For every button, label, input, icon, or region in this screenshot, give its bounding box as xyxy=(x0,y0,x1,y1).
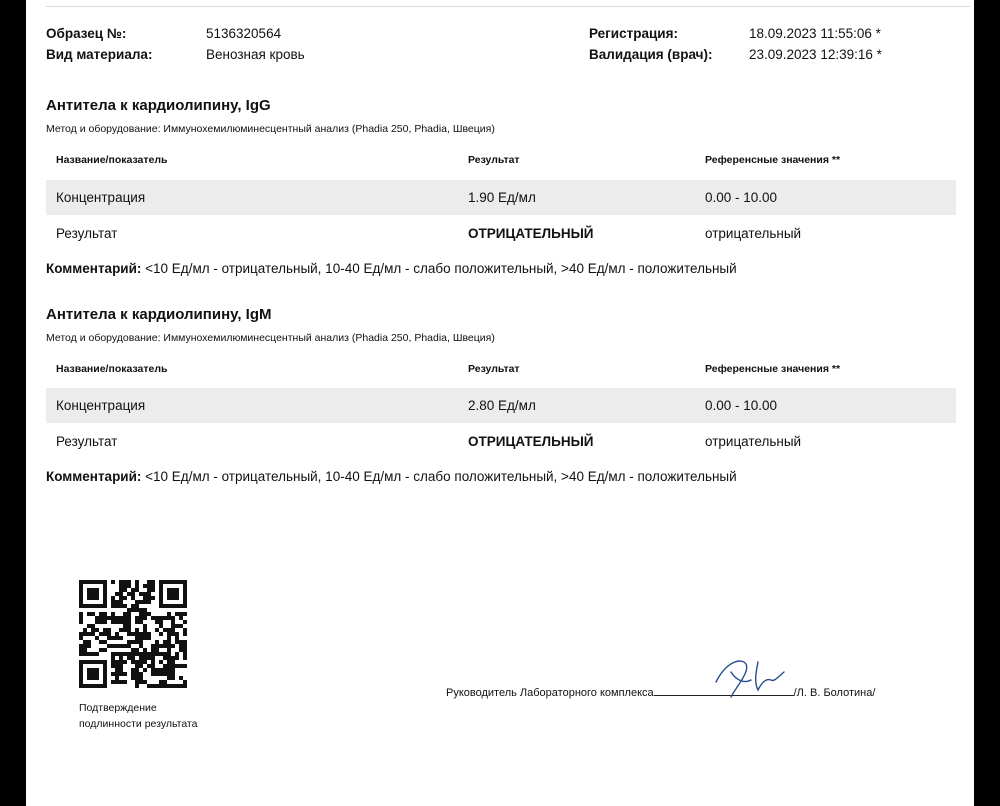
row-reference: 0.00 - 10.00 xyxy=(705,398,778,413)
section-title: Антитела к кардиолипину, IgG xyxy=(46,97,271,114)
handwritten-signature-icon xyxy=(696,652,796,702)
column-header-name: Название/показатель xyxy=(56,363,168,375)
table-header xyxy=(46,360,956,378)
comment xyxy=(46,469,737,484)
signer-title: Руководитель Лабораторного комплекса xyxy=(446,687,654,699)
material-value: Венозная кровь xyxy=(206,47,305,62)
column-header-result: Результат xyxy=(468,363,520,375)
method-text: Метод и оборудование: Иммунохемилюминесцентный анализ (Phadia 250, Phadia, Швеция) xyxy=(46,123,495,135)
comment-label: Комментарий: xyxy=(46,469,142,484)
column-header-reference: Референсные значения ** xyxy=(705,154,841,166)
table-row xyxy=(46,424,956,459)
top-divider xyxy=(46,6,970,7)
table-row xyxy=(46,216,956,251)
row-reference: отрицательный xyxy=(705,226,802,241)
qr-code-icon xyxy=(79,580,187,688)
registration-date: 18.09.2023 11:55:06 * xyxy=(749,26,881,41)
registration-label: Регистрация: xyxy=(589,26,678,41)
row-parameter: Концентрация xyxy=(56,398,146,413)
column-header-result: Результат xyxy=(468,154,520,166)
table-row xyxy=(46,388,956,423)
row-reference: 0.00 - 10.00 xyxy=(705,190,778,205)
signature-line xyxy=(446,685,875,699)
validation-date: 23.09.2023 12:39:16 * xyxy=(749,47,882,62)
lab-report-page xyxy=(26,0,974,806)
row-parameter: Результат xyxy=(56,226,118,241)
column-header-name: Название/показатель xyxy=(56,154,168,166)
qr-caption xyxy=(79,700,197,732)
qr-caption-line1: Подтверждение xyxy=(79,702,157,714)
comment-text: <10 Ед/мл - отрицательный, 10-40 Ед/мл - слабо положительный, >40 Ед/мл - положительный xyxy=(141,469,737,484)
row-result: ОТРИЦАТЕЛЬНЫЙ xyxy=(468,434,594,449)
comment-label: Комментарий: xyxy=(46,261,142,276)
row-parameter: Результат xyxy=(56,434,118,449)
row-result: 2.80 Ед/мл xyxy=(468,398,536,413)
material-label: Вид материала: xyxy=(46,47,153,62)
row-result: ОТРИЦАТЕЛЬНЫЙ xyxy=(468,226,594,241)
comment-text: <10 Ед/мл - отрицательный, 10-40 Ед/мл - слабо положительный, >40 Ед/мл - положительный xyxy=(141,261,737,276)
comment xyxy=(46,261,737,276)
table-row xyxy=(46,180,956,215)
qr-caption-line2: подлинности результата xyxy=(79,718,198,730)
method-text: Метод и оборудование: Иммунохемилюминесцентный анализ (Phadia 250, Phadia, Швеция) xyxy=(46,332,495,344)
sample-label: Образец №: xyxy=(46,26,127,41)
sample-number: 5136320564 xyxy=(206,26,282,41)
column-header-reference: Референсные значения ** xyxy=(705,363,841,375)
signer-name: /Л. В. Болотина/ xyxy=(793,687,876,699)
table-header xyxy=(46,151,956,169)
section-title: Антитела к кардиолипину, IgM xyxy=(46,306,272,323)
row-result: 1.90 Ед/мл xyxy=(468,190,536,205)
validation-label: Валидация (врач): xyxy=(589,47,713,62)
row-reference: отрицательный xyxy=(705,434,802,449)
row-parameter: Концентрация xyxy=(56,190,146,205)
